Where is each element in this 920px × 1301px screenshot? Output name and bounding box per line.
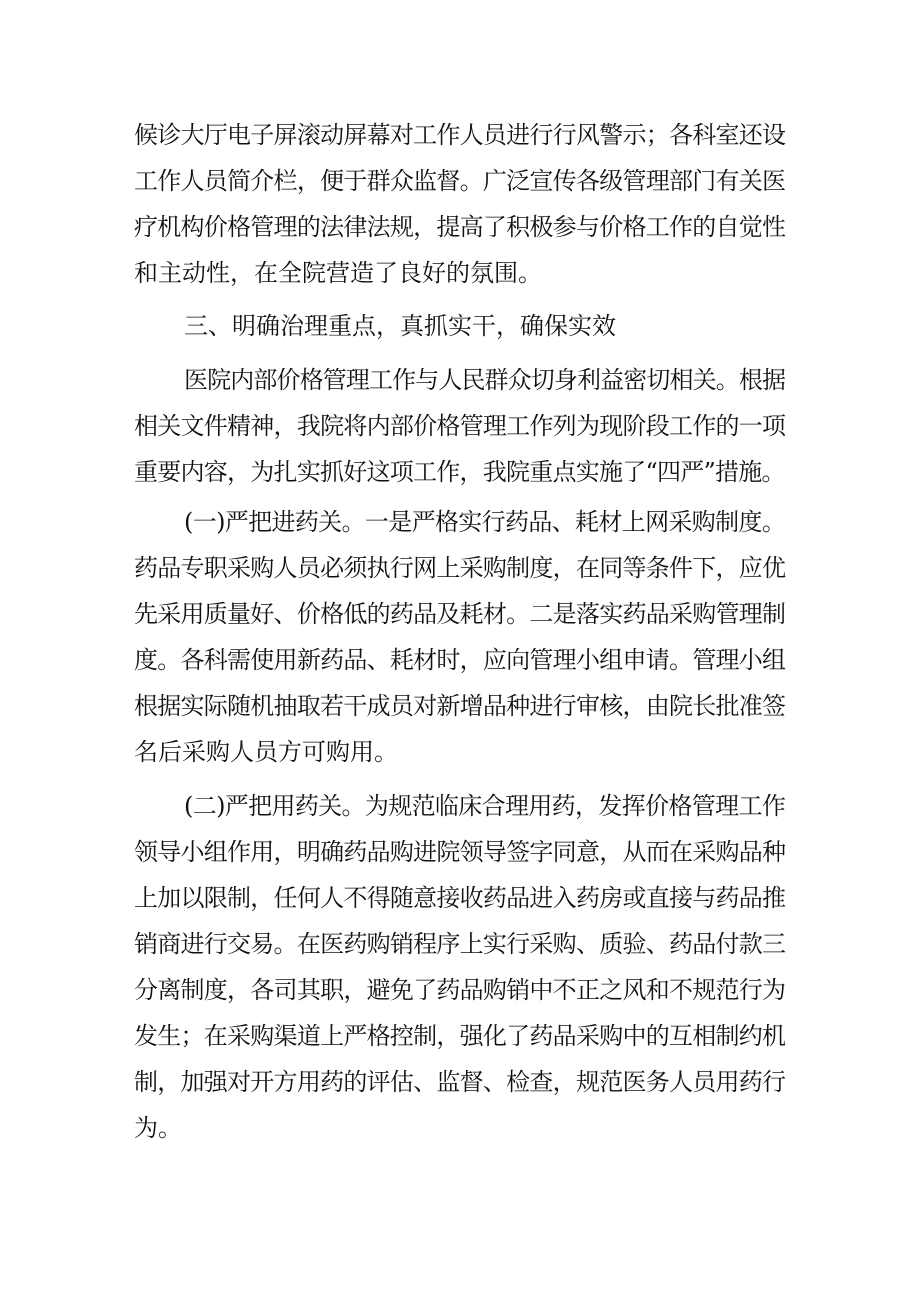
paragraph-4-line-5: 分离制度，各司其职，避免了药品购销中不正之风和不规范行为 (134, 976, 786, 1004)
paragraph-3-line-4: 度。各科需使用新药品、耗材时，应向管理小组申请。管理小组 (134, 646, 786, 674)
paragraph-4-line-2: 领导小组作用，明确药品购进院领导签字同意，从而在采购品种 (134, 838, 786, 866)
paragraph-1-line-3: 疗机构价格管理的法律法规，提高了积极参与价格工作的自觉性 (134, 213, 786, 241)
paragraph-2-line-3: 重要内容，为扎实抓好这项工作，我院重点实施了“四严”措施。 (134, 458, 785, 486)
section-heading-3: 三、明确治理重点，真抓实干，确保实效 (184, 312, 616, 340)
paragraph-4-line-1: (二)严把用药关。为规范临床合理用药，发挥价格管理工作 (184, 792, 786, 820)
paragraph-4-line-8: 为。 (134, 1114, 182, 1142)
paragraph-3-line-1: (一)严把进药关。一是严格实行药品、耗材上网采购制度。 (184, 508, 786, 536)
paragraph-3-line-3: 先采用质量好、价格低的药品及耗材。二是落实药品采购管理制 (134, 600, 786, 628)
paragraph-1-line-1: 候诊大厅电子屏滚动屏幕对工作人员进行行风警示；各科室还设 (134, 121, 786, 149)
paragraph-1-line-2: 工作人员简介栏，便于群众监督。广泛宣传各级管理部门有关医 (134, 167, 786, 195)
paragraph-4-line-7: 制，加强对开方用药的评估、监督、检查，规范医务人员用药行 (134, 1068, 786, 1096)
paragraph-2-line-1: 医院内部价格管理工作与人民群众切身利益密切相关。根据 (184, 366, 786, 394)
paragraph-4-line-6: 发生；在采购渠道上严格控制，强化了药品采购中的互相制约机 (134, 1022, 786, 1050)
paragraph-3-line-2: 药品专职采购人员必须执行网上采购制度，在同等条件下，应优 (134, 554, 786, 582)
paragraph-4-line-4: 销商进行交易。在医药购销程序上实行采购、质验、药品付款三 (134, 930, 786, 958)
paragraph-3-line-5: 根据实际随机抽取若干成员对新增品种进行审核，由院长批准签 (134, 692, 786, 720)
paragraph-3-line-6: 名后采购人员方可购用。 (134, 738, 398, 766)
paragraph-4-line-3: 上加以限制，任何人不得随意接收药品进入药房或直接与药品推 (134, 884, 786, 912)
paragraph-2-line-2: 相关文件精神，我院将内部价格管理工作列为现阶段工作的一项 (134, 412, 786, 440)
paragraph-1-line-4: 和主动性，在全院营造了良好的氛围。 (134, 259, 542, 287)
